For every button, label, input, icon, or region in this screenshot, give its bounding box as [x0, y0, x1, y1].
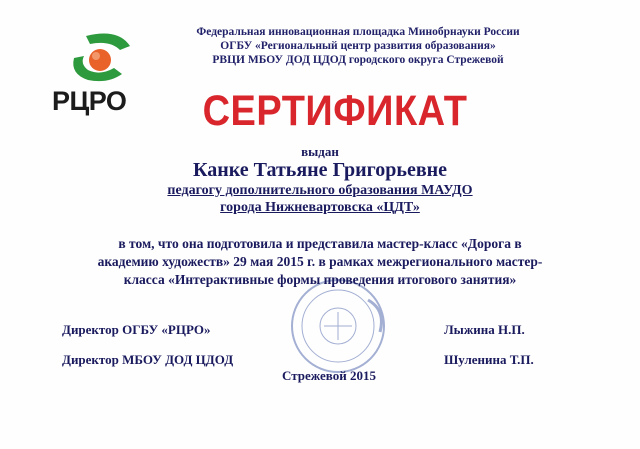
signature-name-1: Лыжина Н.П.	[444, 322, 525, 337]
recipient-name: Канке Татьяне Григорьевне	[192, 159, 448, 181]
certificate-title: СЕРТИФИКАТ	[202, 88, 468, 136]
recipient-position-line-2: города Нижневартовска «ЦДТ»	[220, 200, 420, 215]
header-line-2: ОГБУ «Региональный центр развития образования»	[220, 40, 496, 52]
header-line-3: РВЦИ МБОУ ДОД ЦДОД городского округа Стрежевой	[212, 54, 504, 66]
issued-label: выдан	[301, 144, 339, 159]
logo-text: РЦРО	[52, 86, 127, 116]
header-line-1: Федеральная инновационная площадка Минобрнауки России	[196, 26, 520, 38]
signature-role-2: Директор МБОУ ДОД ЦДОД	[62, 352, 234, 367]
signature-name-2: Шуленина Т.П.	[444, 352, 534, 367]
body-text-line-2: академию художеств» 29 мая 2015 г. в рамках межрегионального мастер-	[97, 254, 543, 269]
signature-role-1: Директор ОГБУ «РЦРО»	[62, 322, 211, 337]
recipient-position-line-1: педагогу дополнительного образования МАУДО	[167, 183, 473, 198]
place-year: Стрежевой 2015	[282, 368, 376, 383]
body-text-line-1: в том, что она подготовила и представила мастер-класс «Дорога в	[118, 236, 522, 251]
body-text-line-3: класса «Интерактивные формы проведения итогового занятия»	[123, 272, 517, 287]
